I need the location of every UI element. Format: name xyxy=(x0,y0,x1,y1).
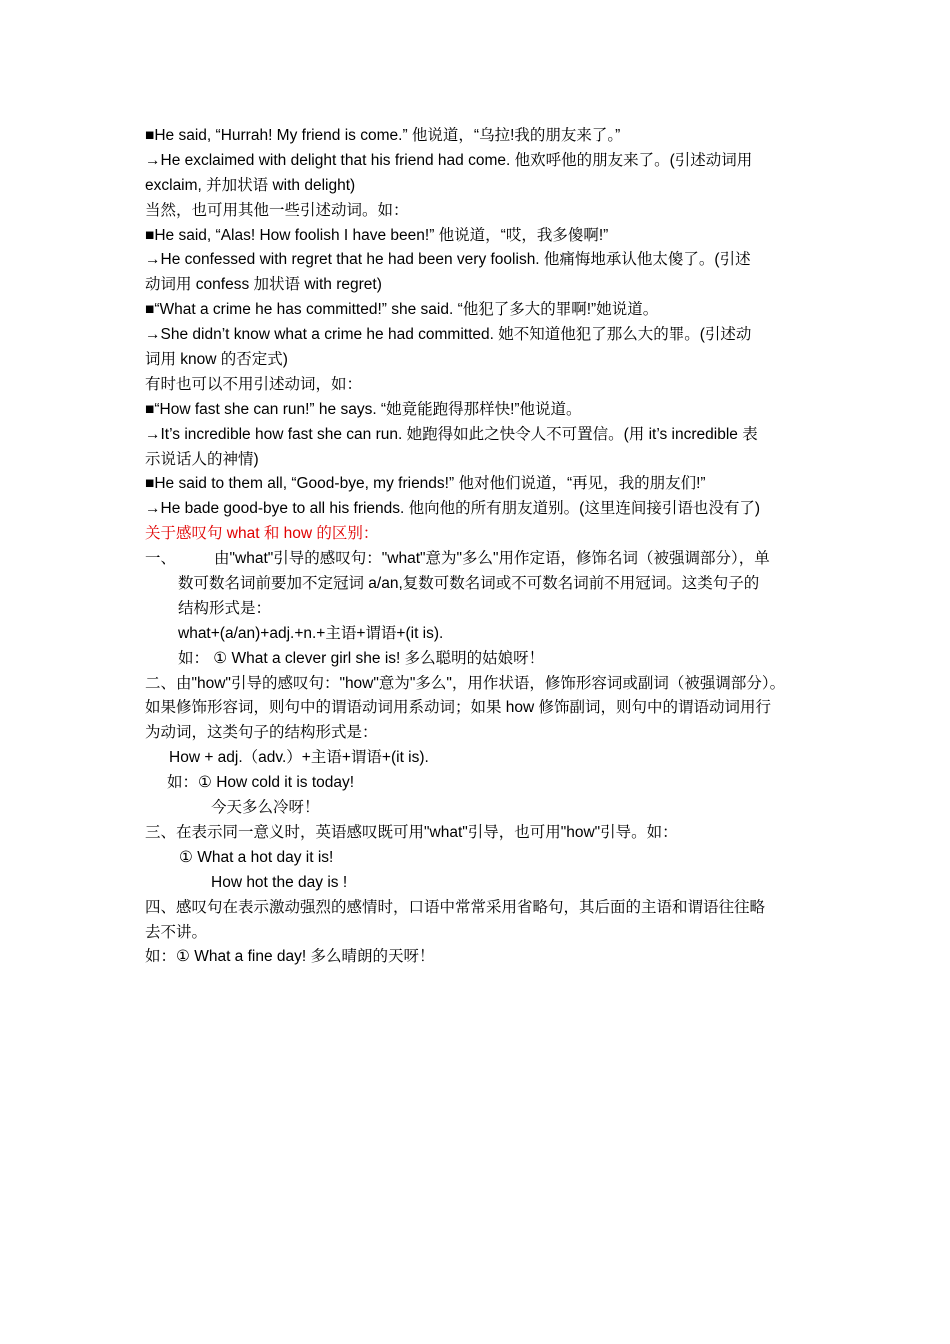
text-line: 词用 know 的否定式) xyxy=(145,351,288,369)
section4-example: 如：① What a fine day! 多么晴朗的天呀！ xyxy=(145,948,435,966)
section2-formula: How + adj.（adv.）+主语+谓语+(it is). xyxy=(169,749,429,767)
section1-line2: 数可数名词前要加不定冠词 a/an,复数可数名词或不可数名词前不用冠词。这类句子的 xyxy=(178,575,760,593)
section2-line2: 如果修饰形容词，则句中的谓语动词用系动词；如果 how 修饰副词，则句中的谓语动词用行 xyxy=(145,699,772,717)
section4-line2: 去不讲。 xyxy=(145,923,208,941)
text-line: ■“What a crime he has committed!” she said. “他犯了多大的罪啊!”她说道。 xyxy=(145,301,659,319)
text-line: ■He said to them all, “Good-bye, my friends!” 他对他们说道，“再见，我的朋友们!” xyxy=(145,475,706,493)
section2-example: 如：① How cold it is today! xyxy=(167,774,355,792)
section3-example2: How hot the day is ! xyxy=(211,873,348,891)
text-line: exclaim, 并加状语 with delight) xyxy=(145,176,356,194)
section2-translation: 今天多么冷呀！ xyxy=(211,799,320,817)
section-heading: 关于感叹句 what 和 how 的区别： xyxy=(145,525,379,543)
section1-marker: 一、 xyxy=(145,550,177,568)
section3-example1: ① What a hot day it is! xyxy=(179,848,334,866)
text-line: 有时也可以不用引述动词，如： xyxy=(145,375,363,393)
text-line: 动词用 confess 加状语 with regret) xyxy=(145,276,382,294)
text-line: →He exclaimed with delight that his friend had come. 他欢呼他的朋友来了。(引述动词用 xyxy=(145,151,753,169)
section1-example: 如： ① What a clever girl she is! 多么聪明的姑娘呀！ xyxy=(178,649,545,667)
section3-line1: 三、在表示同一意义时，英语感叹既可用"what"引导，也可用"how"引导。如： xyxy=(145,823,678,841)
section1-formula: what+(a/an)+adj.+n.+主语+谓语+(it is). xyxy=(178,624,444,642)
text-line: 当然，也可用其他一些引述动词。如： xyxy=(145,201,409,219)
text-line: 示说话人的神情) xyxy=(145,450,259,468)
text-line: →She didn’t know what a crime he had committed. 她不知道他犯了那么大的罪。(引述动 xyxy=(145,326,752,344)
section1-text: 由"what"引导的感叹句："what"意为"多么"用作定语，修饰名词（被强调部分），单 xyxy=(214,550,770,568)
section1-line1 xyxy=(145,547,815,572)
section2-line3: 为动词，这类句子的结构形式是： xyxy=(145,724,378,742)
text-line: →He confessed with regret that he had been very foolish. 他痛悔地承认他太傻了。(引述 xyxy=(145,251,751,269)
text-line: →He bade good-bye to all his friends. 他向他的所有朋友道别。(这里连间接引语也没有了) xyxy=(145,500,760,518)
text-line: ■“How fast she can run!” he says. “她竟能跑得那样快!”他说道。 xyxy=(145,400,582,418)
section4-line1: 四、感叹句在表示激动强烈的感情时，口语中常常采用省略句，其后面的主语和谓语往往略 xyxy=(145,898,766,916)
text-line: ■He said, “Hurrah! My friend is come.” 他说道，“乌拉!我的朋友来了。” xyxy=(145,127,621,144)
section1-line3: 结构形式是： xyxy=(178,599,272,617)
section2-line1: 二、由"how"引导的感叹句："how"意为"多么"，用作状语，修饰形容词或副词（被强调部分）。 xyxy=(145,674,786,692)
document-body xyxy=(145,124,815,970)
text-line: ■He said, “Alas! How foolish I have been!” 他说道，“哎，我多傻啊!” xyxy=(145,226,609,244)
text-line: →It’s incredible how fast she can run. 她跑得如此之快令人不可置信。(用 it’s incredible 表 xyxy=(145,425,758,443)
